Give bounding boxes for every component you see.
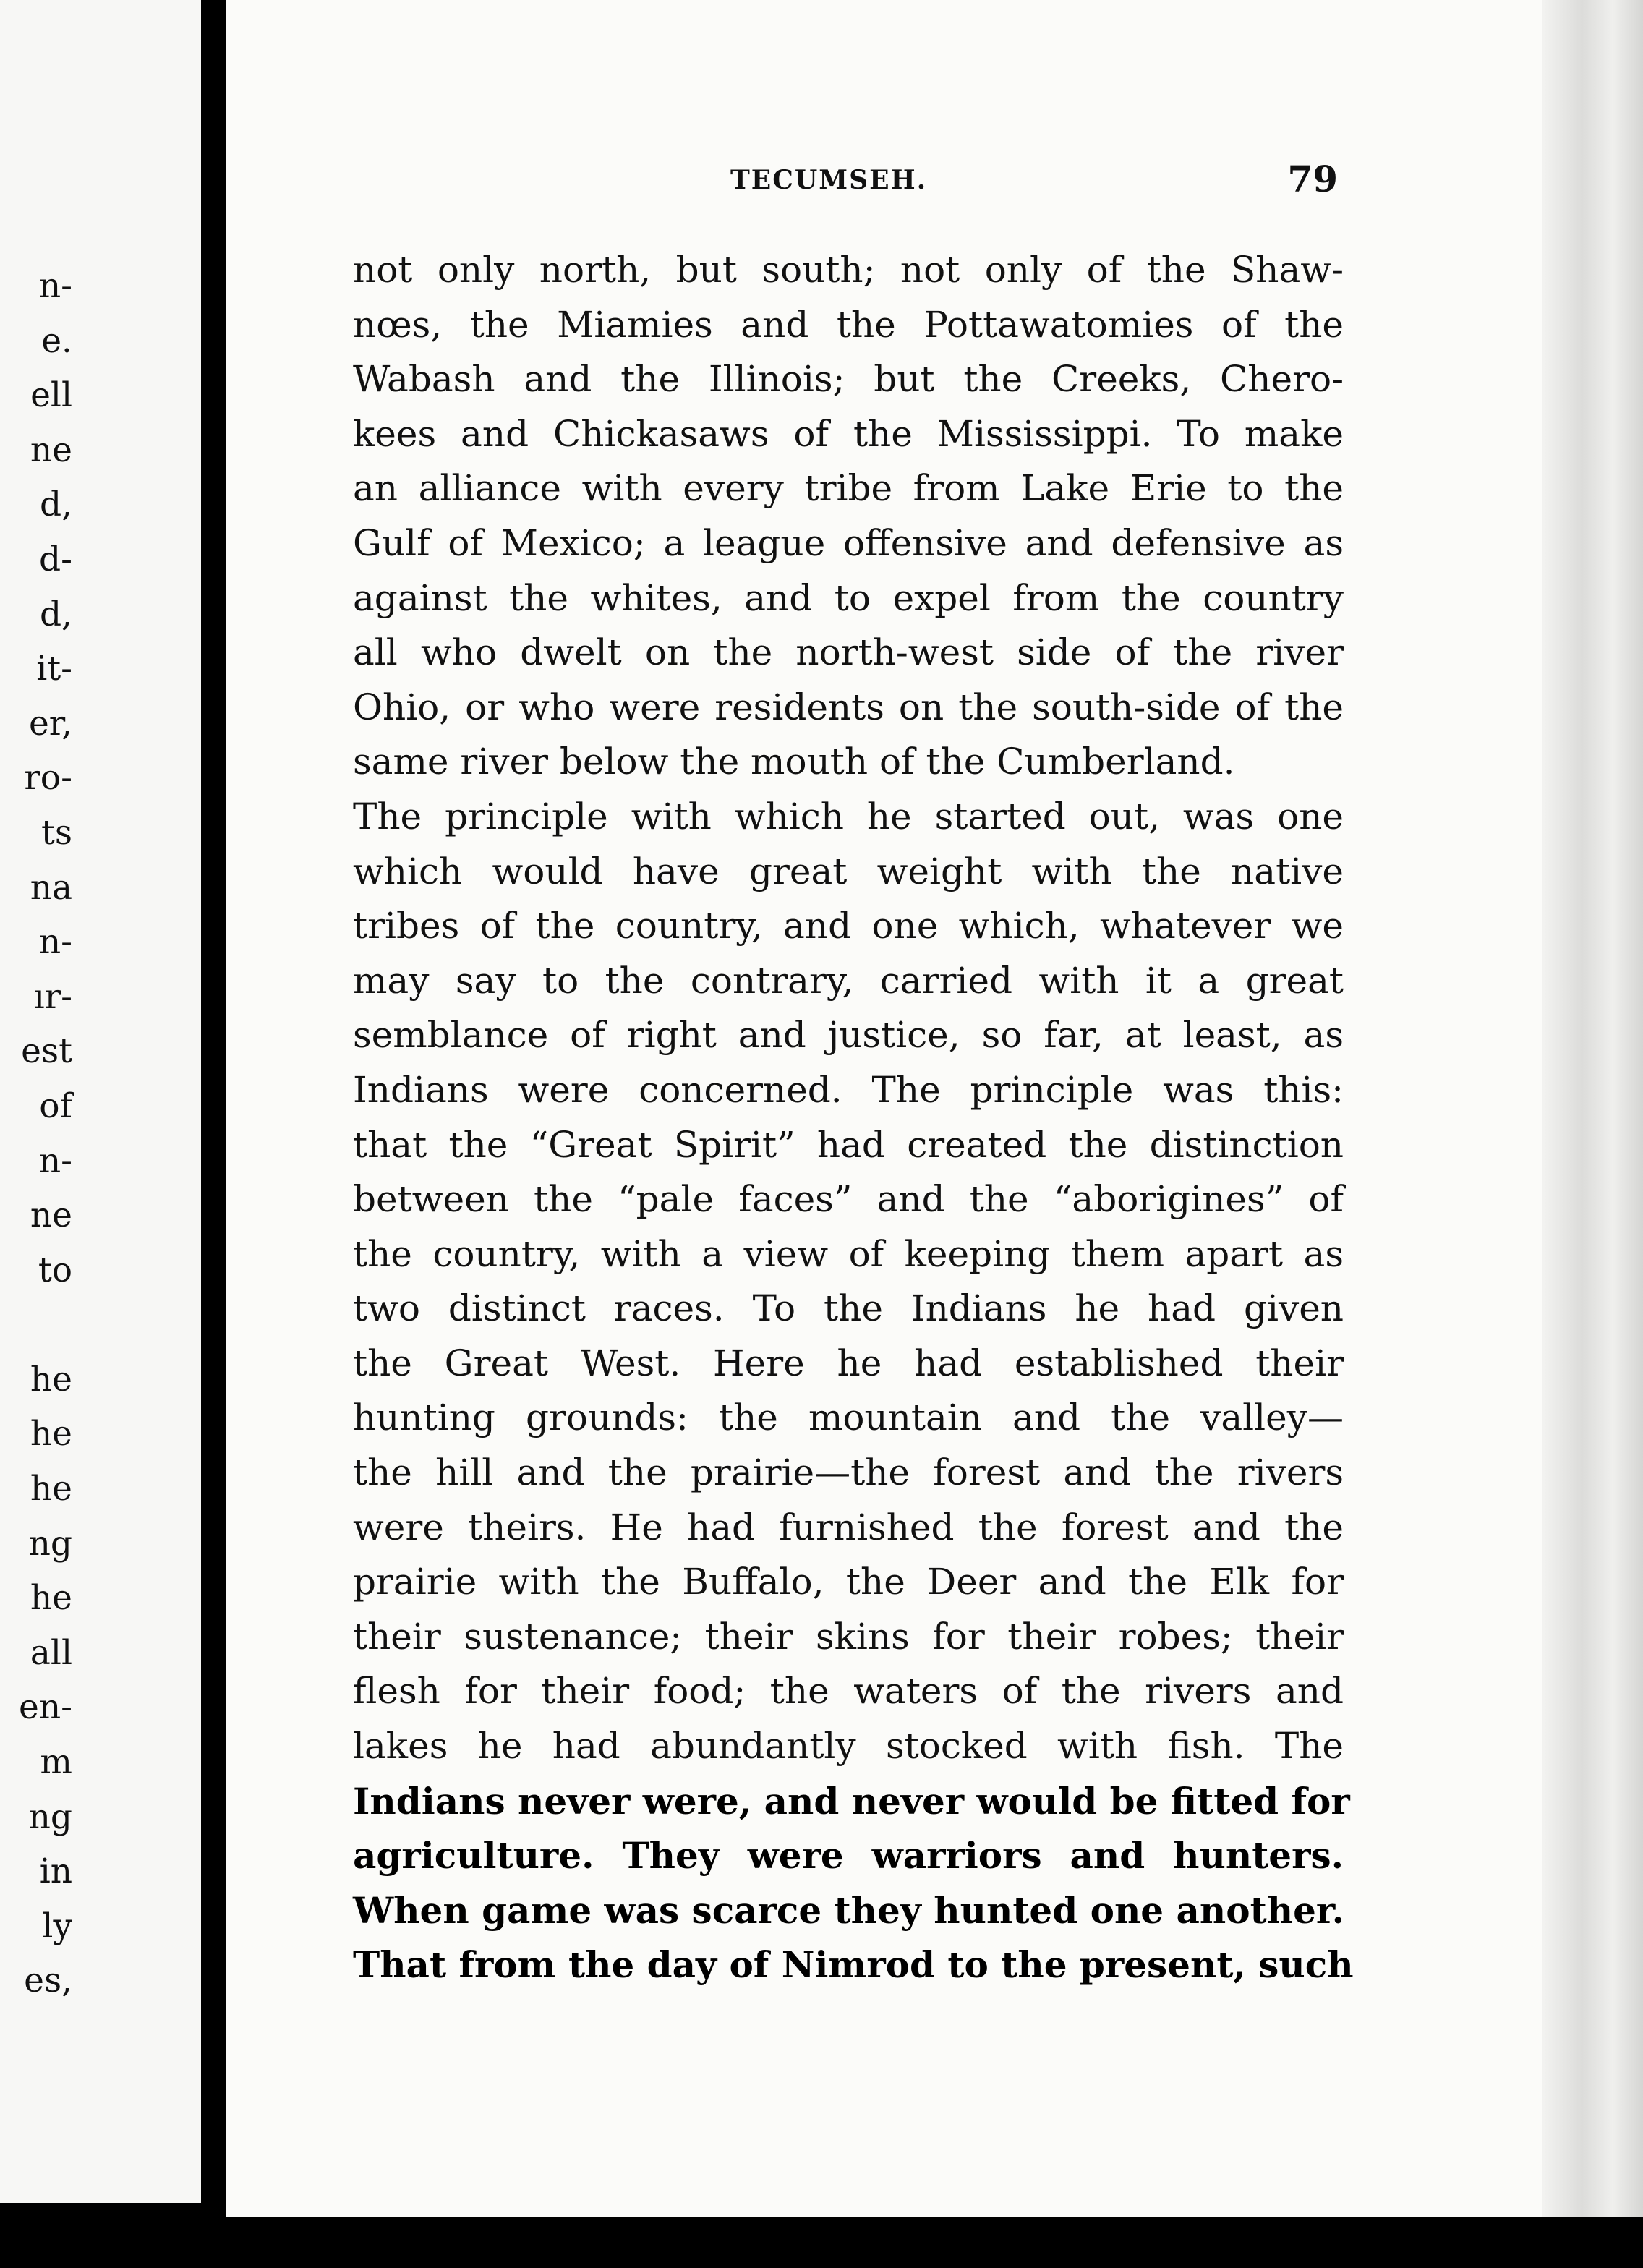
running-head-title: TECUMSEH. — [730, 165, 928, 195]
left-page-fragment: d- — [39, 539, 72, 579]
left-page-fragment: to — [38, 1250, 72, 1290]
left-page-cut-text — [0, 259, 80, 2008]
scan-bottom-border — [0, 2217, 1643, 2268]
left-page-fragment: est — [21, 1031, 72, 1072]
text-line: nœs, the Miamies and the Pottawatomies of the — [353, 303, 1344, 346]
text-line: the Great West. Here he had established their — [353, 1342, 1344, 1384]
text-line: lakes he had abundantly stocked with fish. The — [353, 1725, 1344, 1768]
left-page-fragment: he — [30, 1359, 72, 1399]
text-line: same river below the mouth of the Cumberland. — [353, 741, 1235, 783]
left-page-fragment: ne — [30, 430, 72, 470]
left-page-fragment: all — [30, 1632, 72, 1673]
left-page-fragment: na — [30, 867, 72, 908]
text-line: flesh for their food; the waters of the rivers and — [353, 1670, 1344, 1713]
left-page-fragment: ts — [40, 812, 72, 853]
left-page-fragment: es, — [24, 1961, 72, 2001]
left-page-fragment: n- — [38, 922, 72, 963]
text-line: tribes of the country, and one which, whatever we — [353, 905, 1344, 947]
text-line: kees and Chickasaws of the Mississippi. To make — [353, 412, 1344, 455]
text-line: their sustenance; their skins for their robes; their — [353, 1615, 1344, 1658]
text-line: agriculture. They were warriors and hunters. — [353, 1834, 1344, 1877]
text-line: That from the day of Nimrod to the present, such — [353, 1943, 1354, 1987]
left-page-fragment: d, — [39, 594, 72, 634]
text-line: Gulf of Mexico; a league offensive and defensive as — [353, 521, 1344, 564]
text-line: two distinct races. To the Indians he had given — [353, 1287, 1344, 1330]
text-line: hunting grounds: the mountain and the valley— — [353, 1397, 1344, 1439]
text-line: were theirs. He had furnished the forest and the — [353, 1506, 1344, 1548]
text-line: Indians never were, and never would be fitted for — [353, 1779, 1350, 1822]
text-line: against the whites, and to expel from the country — [353, 576, 1344, 619]
left-page-fragment: er, — [28, 703, 72, 743]
text-line: Wabash and the Illinois; but the Creeks, Chero- — [353, 358, 1344, 401]
left-page-fragment: he — [30, 1414, 72, 1454]
text-line: The principle with which he started out, was one — [353, 795, 1344, 837]
left-page-fragment: n- — [38, 1141, 72, 1181]
left-page-fragment: ro- — [24, 758, 72, 798]
left-page-fragment: en- — [19, 1687, 72, 1728]
text-line: the hill and the prairie—the forest and the rivers — [353, 1451, 1344, 1494]
left-page-fragment: e. — [41, 320, 72, 361]
left-page-fragment: ly — [42, 1906, 72, 1946]
text-line: which would have great weight with the native — [353, 850, 1344, 892]
left-page-fragment — [0, 1297, 72, 1352]
text-line: that the “Great Spirit” had created the distinction — [353, 1123, 1344, 1166]
book-gutter — [201, 0, 226, 2268]
left-page-fragment: of — [39, 1086, 72, 1126]
text-line: the country, with a view of keeping them apart as — [353, 1232, 1344, 1275]
text-line: between the “pale faces” and the “aborigines” of — [353, 1178, 1344, 1221]
page-edge-fringe — [1542, 0, 1643, 2217]
text-line: When game was scarce they hunted one another. — [353, 1888, 1345, 1932]
text-line: prairie with the Buffalo, the Deer and the Elk for — [353, 1561, 1344, 1603]
body-text — [353, 243, 1354, 1992]
text-line: may say to the contrary, carried with it a great — [353, 959, 1344, 1002]
left-page-fragment: n- — [38, 266, 72, 306]
left-page-fragment: ır- — [33, 976, 72, 1017]
left-page-fragment: he — [30, 1469, 72, 1509]
text-line: semblance of right and justice, so far, at least, as — [353, 1014, 1344, 1057]
text-line: Indians were concerned. The principle was this: — [353, 1068, 1344, 1111]
left-facing-page — [0, 0, 201, 2203]
left-page-fragment: d, — [39, 485, 72, 525]
left-page-fragment: ng — [28, 1523, 72, 1564]
left-page-fragment: m — [40, 1742, 72, 1783]
text-line: all who dwelt on the north-west side of the river — [353, 631, 1344, 674]
left-page-fragment: he — [30, 1578, 72, 1619]
left-page-fragment: ell — [30, 375, 72, 416]
running-head — [730, 158, 1338, 201]
text-line: an alliance with every tribe from Lake Erie to the — [353, 467, 1344, 510]
text-line: Ohio, or who were residents on the south-side of the — [353, 686, 1344, 728]
page-number: 79 — [1287, 158, 1338, 200]
text-line: not only north, but south; not only of the Shaw- — [353, 249, 1344, 291]
left-page-fragment: it- — [36, 649, 72, 689]
left-page-fragment: ng — [28, 1796, 72, 1837]
left-page-fragment: ne — [30, 1195, 72, 1236]
left-page-fragment: in — [39, 1851, 72, 1892]
